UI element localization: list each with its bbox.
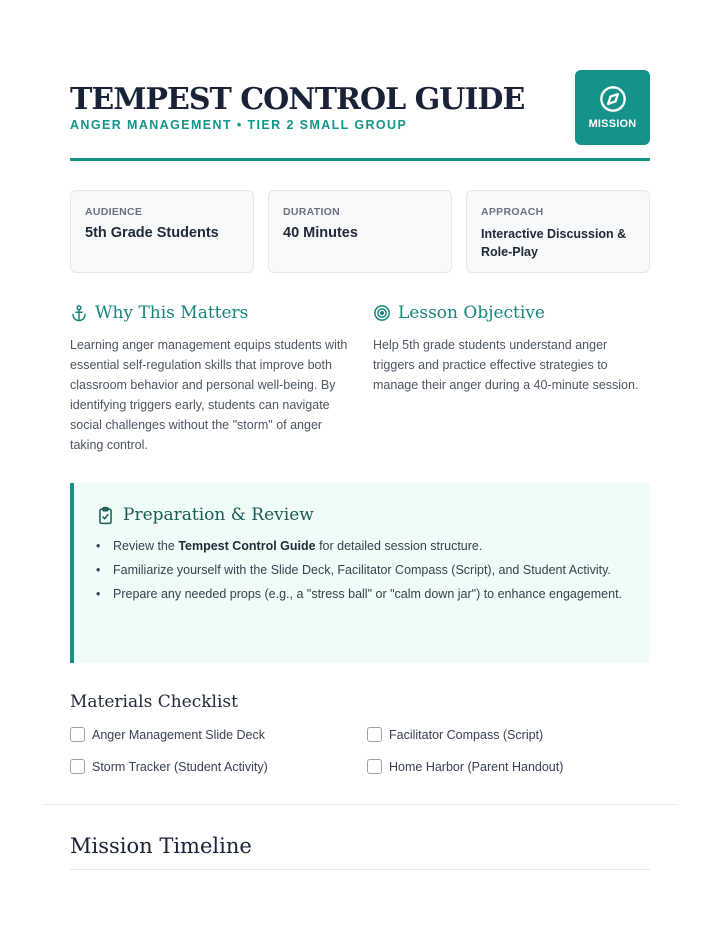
info-cards: [70, 190, 650, 273]
preparation-title: Preparation & Review: [123, 505, 314, 525]
checkbox[interactable]: [70, 727, 85, 742]
list-item: • Review the Tempest Control Guide for detailed session structure.: [96, 539, 483, 553]
checkbox[interactable]: [367, 727, 382, 742]
page-header: [70, 70, 650, 162]
checklist-item[interactable]: [367, 726, 650, 743]
compass-icon: [599, 85, 627, 113]
approach-card: [466, 190, 650, 273]
card-value: Interactive Discussion & Role-Play: [481, 227, 627, 259]
timeline-title: Mission Timeline: [70, 834, 252, 858]
page-subtitle: ANGER MANAGEMENT • TIER 2 SMALL GROUP: [70, 118, 408, 132]
checklist-label: Storm Tracker (Student Activity): [92, 759, 268, 774]
card-label: APPROACH: [481, 206, 544, 218]
checklist-item[interactable]: [367, 758, 650, 775]
checklist-label: Anger Management Slide Deck: [92, 727, 266, 742]
target-icon: [373, 304, 391, 322]
card-label: DURATION: [283, 206, 341, 218]
why-title: Why This Matters: [95, 303, 249, 323]
why-text: Learning anger management equips students with essential self-regulation skills that improve both classroom behavior and personal well-being. By identifying triggers early, students can navigate social challenges without the "storm" of anger taking control.: [70, 338, 348, 452]
anchor-icon: [70, 304, 88, 322]
checklist-label: Facilitator Compass (Script): [389, 727, 544, 742]
preparation-list: [96, 537, 630, 603]
page-title: TEMPEST CONTROL GUIDE: [70, 82, 525, 117]
duration-card: [268, 190, 452, 273]
checkbox[interactable]: [367, 759, 382, 774]
objective-text: Help 5th grade students understand anger triggers and practice effective strategies to manage their anger during a 40-minute session.: [373, 338, 639, 392]
section-divider: [42, 804, 678, 805]
objective-title: Lesson Objective: [398, 303, 545, 323]
materials-checklist: [70, 726, 650, 775]
clipboard-check-icon: [96, 506, 115, 525]
card-label: AUDIENCE: [85, 206, 143, 218]
preparation-box: [70, 483, 650, 663]
why-section: [70, 303, 348, 455]
timeline-divider: [70, 869, 650, 870]
checkbox[interactable]: [70, 759, 85, 774]
mission-badge-label: MISSION: [588, 118, 637, 130]
header-divider: [70, 158, 650, 161]
checklist-item[interactable]: [70, 726, 367, 743]
audience-card: [70, 190, 254, 273]
card-value: 5th Grade Students: [85, 225, 219, 241]
checklist-label: Home Harbor (Parent Handout): [389, 759, 564, 774]
list-item: • Familiarize yourself with the Slide Deck, Facilitator Compass (Script), and Student Activity.: [96, 563, 611, 577]
mission-badge: [575, 70, 650, 145]
objective-section: [373, 303, 651, 395]
list-item: • Prepare any needed props (e.g., a "stress ball" or "calm down jar") to enhance engagement.: [96, 587, 623, 601]
card-value: 40 Minutes: [283, 225, 358, 241]
checklist-item[interactable]: [70, 758, 367, 775]
materials-title: Materials Checklist: [70, 692, 238, 712]
